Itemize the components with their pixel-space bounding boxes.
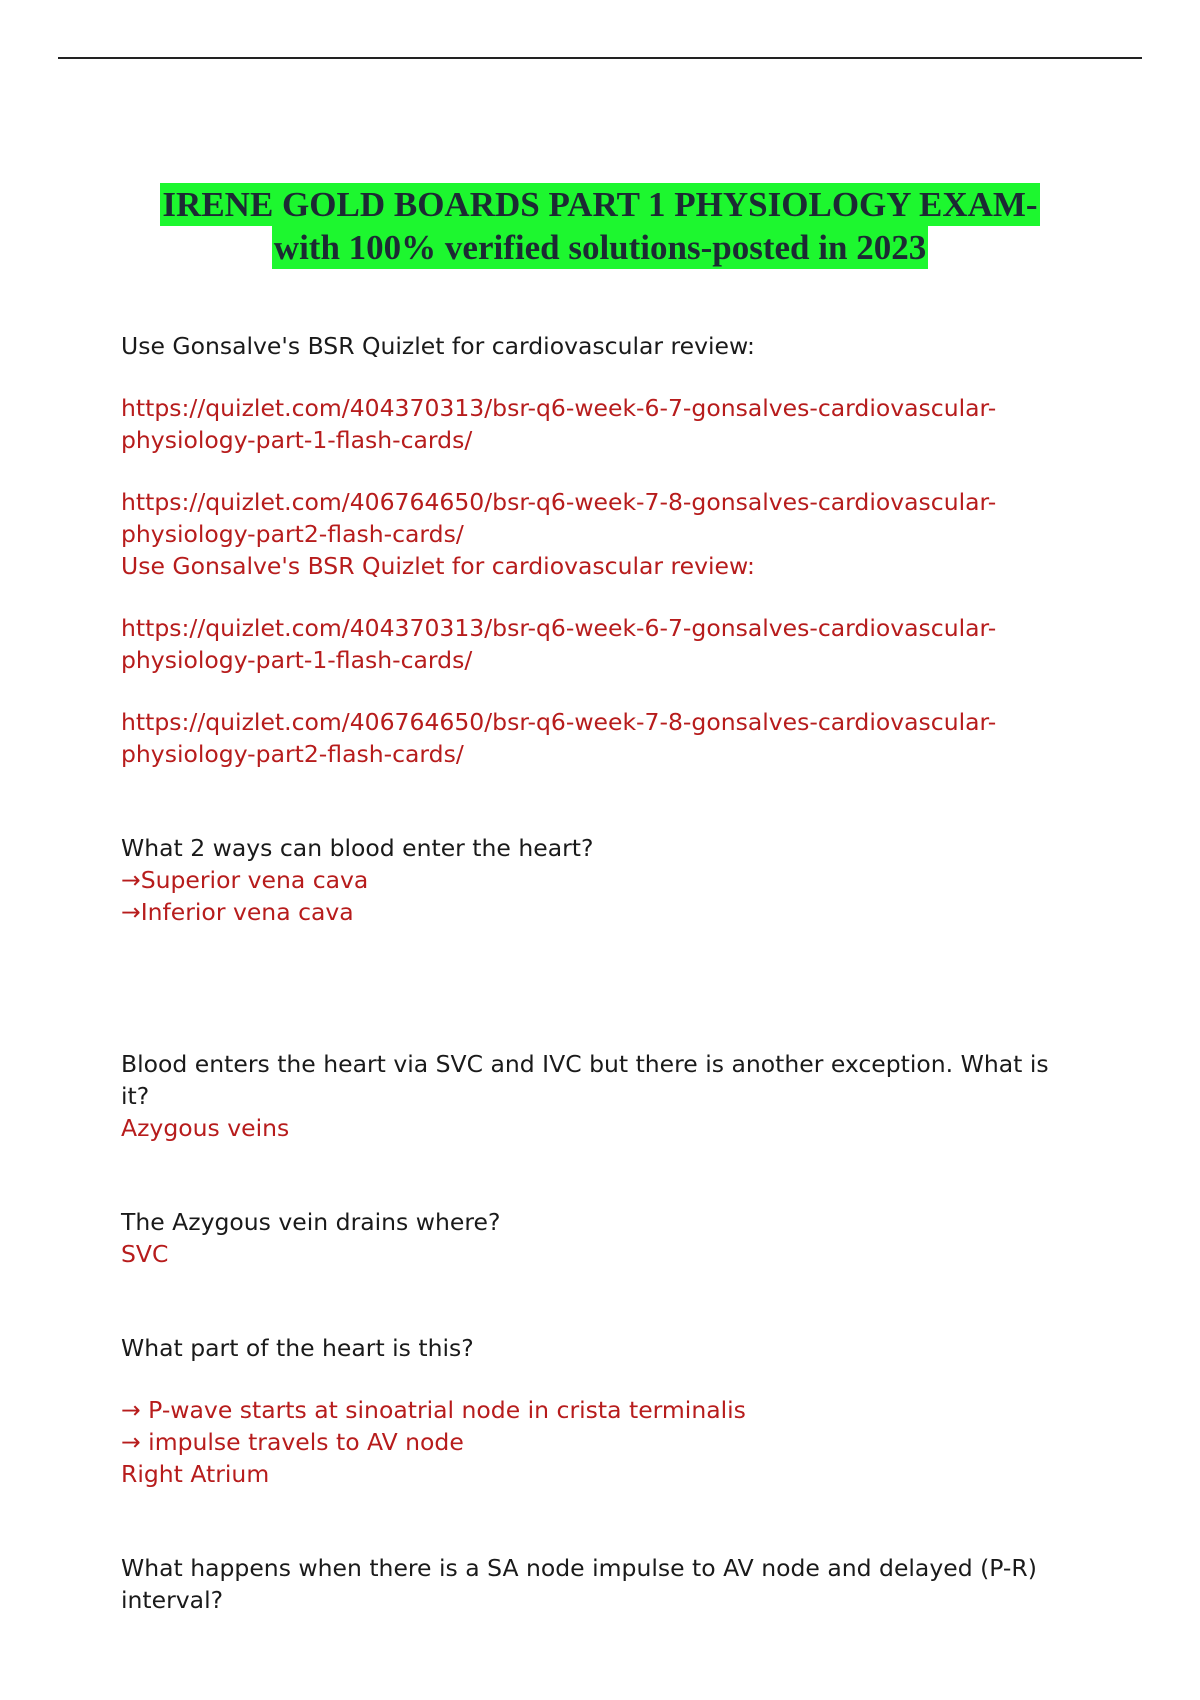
top-rule: [58, 57, 1142, 59]
link-3-line-1[interactable]: https://quizlet.com/404370313/bsr-q6-week-6-7-gonsalves-cardiovascular-: [121, 614, 997, 642]
link-1-line-2[interactable]: physiology-part-1-flash-cards/: [121, 426, 473, 454]
question-5-line-1: What happens when there is a SA node impulse to AV node and delayed (P-R): [121, 1554, 1037, 1582]
answer-1-line-1: →Superior vena cava: [121, 866, 369, 894]
question-1: What 2 ways can blood enter the heart?: [121, 834, 594, 862]
title-line-2: with 100% verified solutions-posted in 2023: [273, 228, 927, 267]
document-body: [121, 330, 1081, 1616]
link-2-line-2[interactable]: physiology-part2-flash-cards/: [121, 520, 464, 548]
title-line-1: IRENE GOLD BOARDS PART 1 PHYSIOLOGY EXAM-: [162, 185, 1038, 224]
answer-2: Azygous veins: [121, 1114, 290, 1142]
answer-4-line-1: → P-wave starts at sinoatrial node in crista terminalis: [121, 1396, 746, 1424]
question-5-line-2: interval?: [121, 1586, 224, 1614]
document-title: [60, 183, 1140, 269]
answer-4-line-2: → impulse travels to AV node: [121, 1428, 464, 1456]
link-1-line-1[interactable]: https://quizlet.com/404370313/bsr-q6-week-6-7-gonsalves-cardiovascular-: [121, 394, 997, 422]
link-2-line-1[interactable]: https://quizlet.com/406764650/bsr-q6-week-7-8-gonsalves-cardiovascular-: [121, 488, 997, 516]
intro-heading: Use Gonsalve's BSR Quizlet for cardiovascular review:: [121, 332, 755, 360]
answer-3: SVC: [121, 1240, 169, 1268]
question-2: Blood enters the heart via SVC and IVC but there is another exception. What is it?: [121, 1050, 1049, 1110]
question-3: The Azygous vein drains where?: [121, 1208, 501, 1236]
question-4: What part of the heart is this?: [121, 1334, 474, 1362]
link-4-line-1[interactable]: https://quizlet.com/406764650/bsr-q6-week-7-8-gonsalves-cardiovascular-: [121, 708, 997, 736]
link-3-line-2[interactable]: physiology-part-1-flash-cards/: [121, 646, 473, 674]
link-4-line-2[interactable]: physiology-part2-flash-cards/: [121, 740, 464, 768]
repeat-heading: Use Gonsalve's BSR Quizlet for cardiovascular review:: [121, 552, 755, 580]
answer-1-line-2: →Inferior vena cava: [121, 898, 354, 926]
answer-4-line-3: Right Atrium: [121, 1460, 270, 1488]
